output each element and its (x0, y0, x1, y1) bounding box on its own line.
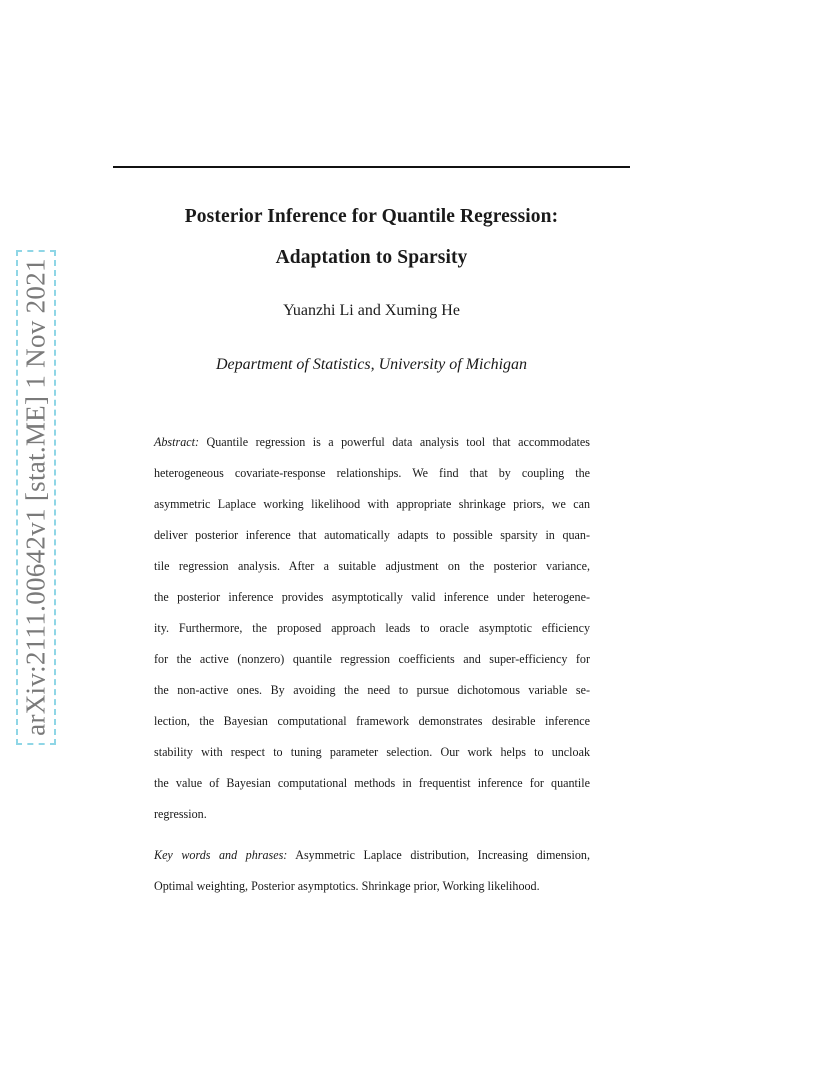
keywords-line: Key words and phrases: Asymmetric Laplace distribution, Increasing dimension, (154, 848, 590, 862)
affiliation: Department of Statistics, University of Michigan (215, 356, 528, 373)
abstract-line: regression. (154, 807, 207, 821)
keywords (154, 840, 590, 902)
abstract-line: the non-active ones. By avoiding the need to pursue dichotomous variable se- (154, 683, 590, 697)
abstract-line: stability with respect to tuning parameter selection. Our work helps to uncloak (154, 745, 590, 759)
abstract-line: ity. Furthermore, the proposed approach leads to oracle asymptotic efficiency (154, 621, 590, 635)
abstract-line: asymmetric Laplace working likelihood with appropriate shrinkage priors, we can (154, 497, 590, 511)
abstract-line: tile regression analysis. After a suitable adjustment on the posterior variance, (154, 559, 590, 573)
abstract-line: deliver posterior inference that automatically adapts to possible sparsity in quan- (154, 528, 590, 542)
abstract-line: Abstract: Quantile regression is a powerful data analysis tool that accommodates (154, 435, 590, 449)
paper-title-line-2: Adaptation to Sparsity (275, 247, 468, 268)
keywords-label: Key words and phrases: (154, 848, 288, 862)
abstract-line: the posterior inference provides asymptotically valid inference under heterogene- (154, 590, 590, 604)
abstract-line: heterogeneous covariate-response relationships. We find that by coupling the (154, 466, 590, 480)
paper-title-line-1: Posterior Inference for Quantile Regression: (184, 206, 559, 227)
authors: Yuanzhi Li and Xuming He (283, 302, 460, 319)
arxiv-identifier: arXiv:2111.00642v1 [stat.ME] 1 Nov 2021 (20, 258, 51, 736)
abstract-line: for the active (nonzero) quantile regression coefficients and super-efficiency for (154, 652, 590, 666)
keywords-line: Optimal weighting, Posterior asymptotics. Shrinkage prior, Working likelihood. (154, 879, 540, 893)
title-rule (113, 166, 630, 168)
abstract-line: lection, the Bayesian computational framework demonstrates desirable inference (154, 714, 590, 728)
abstract-line: the value of Bayesian computational methods in frequentist inference for quantile (154, 776, 590, 790)
abstract-label: Abstract: (154, 435, 200, 449)
abstract (154, 427, 590, 830)
